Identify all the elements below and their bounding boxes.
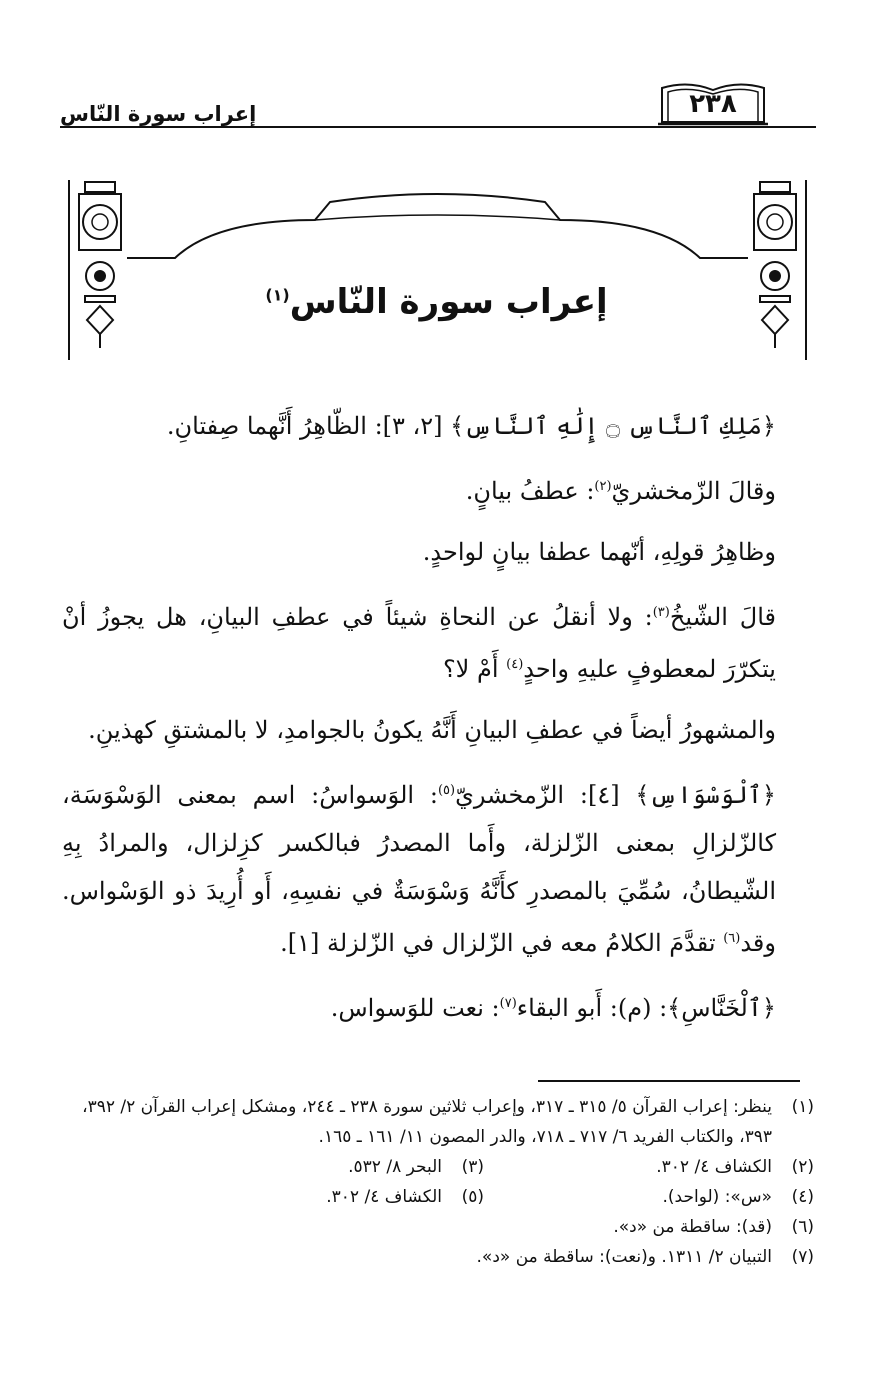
page-number-ornament bbox=[658, 82, 768, 126]
footnote-ref: (٤) bbox=[506, 657, 524, 672]
running-header bbox=[60, 82, 816, 130]
footnote-text: «س»: (لواحد). bbox=[662, 1187, 772, 1207]
footnote-1 bbox=[62, 1092, 814, 1152]
header-title: إعراب سورة النّاس bbox=[60, 102, 257, 126]
footnote-number: (١) bbox=[791, 1097, 814, 1117]
footnote-number: (٢) bbox=[791, 1157, 814, 1177]
footnote-4 bbox=[484, 1182, 814, 1212]
surah-title-text: إعراب سورة النّاس bbox=[289, 282, 608, 322]
paragraph-6: ﴿ٱلْوَسْوَاسِ﴾ [٤]: الزّمخشريّ$^{(٥)}$: الوَسواسُ: اسم بمعنى الوَسْوَسَة، كالزّلزالِ بمعنى الزّلزلة، وأَما المصدرُ فبالكسر كزِلزال، والمرادُ بِهِ الشّيطانُ، سُمِّيَ بالمصدرِ كأَنَّهُ وَسْوَسَةٌ في نفسِهِ، أَو أُرِيدَ ذو الوَسْواس. وقد$^{(٦)}$ تقدَّمَ الكلامُ معه في الزّلزال في الزّلزلة [١]. bbox=[62, 781, 776, 957]
paragraph-7: ﴿ٱلْخَنَّاسِ﴾: (م): أَبو البقاء$^{(٧)}$: نعت للوَسواس. bbox=[330, 994, 776, 1022]
footnote-text: الكشاف ٤/ ٣٠٢. bbox=[656, 1157, 772, 1177]
left-pillar-ornament bbox=[69, 180, 121, 360]
paragraph-5: والمشهورُ أيضاً في عطفِ البيانِ أَنَّهُ يكونُ بالجوامدِ، لا بالمشتقِ كهذينِ. bbox=[88, 716, 776, 744]
footnote-text: ينظر: إعراب القرآن ٥/ ٣١٥ ـ ٣١٧، وإعراب ثلاثين سورة ٢٣٨ ـ ٢٤٤، ومشكل إعراب القرآن ٢/ ٣٩٢، ٣٩٣، والكتاب الفريد ٦/ ٧١٧ ـ ٧١٨، والدر المصون ١١/ ١٦١ ـ ١٦٥. bbox=[82, 1097, 772, 1147]
paragraph-4: قالَ الشّيخُ$^{(٣)}$: ولا أنقلُ عن النحاةِ شيئاً في عطفِ البيانِ، هل يجوزُ أنْ يتكرّرَ لمعطوفٍ عليهِ واحدٍ$^{(٤)}$ أَمْ لا؟ bbox=[62, 603, 776, 683]
footnote-ref: (٦) bbox=[723, 931, 741, 946]
surah-banner-ornament bbox=[65, 180, 810, 360]
right-pillar-ornament bbox=[754, 180, 806, 360]
paragraph-1: ﴿مَلِكِ ٱلنَّاسِ ۝ إِلَٰهِ ٱلنَّاسِ﴾ [٢، ٣]: الظّاهِرُ أَنَّهما صِفتانِ. bbox=[166, 412, 776, 440]
footnote-2 bbox=[484, 1152, 814, 1182]
footnote-ref: (٥) bbox=[437, 783, 456, 798]
header-rule bbox=[60, 126, 816, 128]
footnote-number: (٤) bbox=[791, 1187, 814, 1207]
footnote-3 bbox=[154, 1152, 484, 1182]
footnote-number: (٥) bbox=[461, 1187, 484, 1207]
footnote-ref: (٢) bbox=[594, 479, 612, 494]
paragraph-2: وقالَ الزّمخشريّ$^{(٢)}$: عطفُ بيانٍ. bbox=[465, 477, 776, 505]
footnotes bbox=[62, 1092, 814, 1272]
footnote-ref: (١) bbox=[265, 285, 290, 305]
footnote-number: (٣) bbox=[461, 1157, 484, 1177]
page-number: ٢٣٨ bbox=[689, 89, 737, 119]
footnote-row-2-3 bbox=[62, 1152, 814, 1182]
footnote-separator bbox=[538, 1080, 800, 1082]
footnote-5 bbox=[154, 1182, 484, 1212]
paragraph-3: وظاهِرُ قولِهِ، أنّهما عطفا بيانٍ لواحدٍ. bbox=[422, 538, 776, 566]
footnote-ref: (٣) bbox=[652, 605, 670, 620]
footnote-text: الكشاف ٤/ ٣٠٢. bbox=[326, 1187, 442, 1207]
footnote-text: التبيان ٢/ ١٣١١. و(نعت): ساقطة من «د». bbox=[476, 1247, 772, 1267]
banner-arch bbox=[127, 194, 748, 258]
footnote-text: (قد): ساقطة من «د». bbox=[613, 1217, 772, 1237]
footnote-text: البحر ٨/ ٥٣٢. bbox=[348, 1157, 442, 1177]
footnote-row-4-5 bbox=[62, 1182, 814, 1212]
main-text bbox=[62, 402, 814, 1045]
surah-title bbox=[0, 282, 873, 322]
footnote-6 bbox=[62, 1212, 814, 1242]
footnote-number: (٦) bbox=[791, 1217, 814, 1237]
footnote-number: (٧) bbox=[791, 1247, 814, 1267]
footnote-ref: (٧) bbox=[499, 996, 517, 1011]
footnote-7 bbox=[62, 1242, 814, 1272]
